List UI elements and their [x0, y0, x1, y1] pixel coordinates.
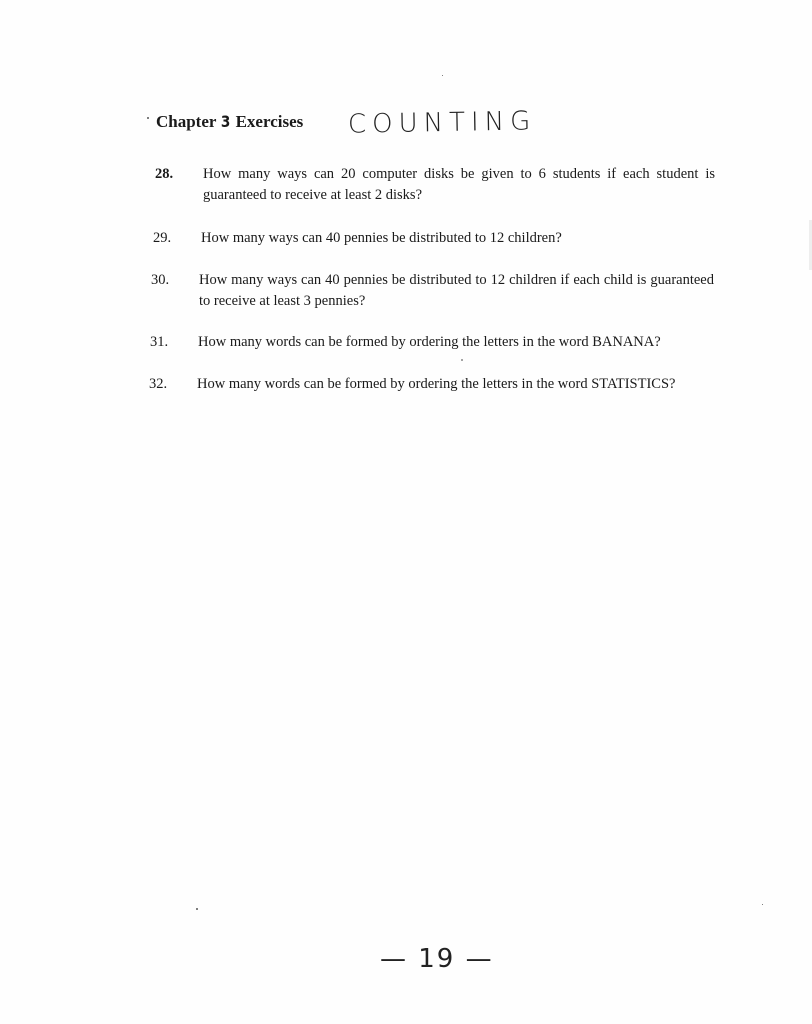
- scan-speck: [762, 904, 763, 905]
- exercise-item: [155, 164, 715, 206]
- exercise-text: How many ways can 20 computer disks be given to 6 students if each student is guaranteed to receive at least 2 disks?: [203, 166, 715, 203]
- exercise-number: 30.: [151, 272, 170, 288]
- exercise-number: 28.: [155, 166, 174, 182]
- exercise-number: 29.: [153, 230, 172, 246]
- chapter-label: Chapter: [156, 112, 217, 131]
- exercise-item: [153, 228, 713, 249]
- scan-speck: [147, 117, 149, 119]
- exercise-text: How many words can be formed by ordering the letters in the word STATISTICS?: [197, 376, 676, 392]
- exercise-number: 31.: [150, 334, 169, 350]
- exercise-text: How many ways can 40 pennies be distributed to 12 children if each child is guaranteed to receive at least 3 pennies?: [199, 272, 714, 309]
- scan-speck: [196, 908, 198, 910]
- footer-dash-right: —: [465, 944, 494, 974]
- exercise-text: How many words can be formed by ordering the letters in the word BANANA?: [198, 334, 661, 350]
- footer-dash-left: —: [380, 944, 408, 974]
- page-number: 19: [418, 944, 456, 974]
- chapter-header: [156, 112, 303, 132]
- exercise-item: [151, 270, 714, 312]
- handwritten-topic: COUNTING: [347, 106, 537, 140]
- exercise-item: [150, 332, 710, 353]
- chapter-number: 3: [221, 112, 231, 131]
- scan-speck: [461, 359, 463, 361]
- page-footer: [380, 944, 494, 974]
- exercise-number: 32.: [149, 376, 168, 392]
- scan-speck: [442, 75, 443, 76]
- exercise-text: How many ways can 40 pennies be distributed to 12 children?: [201, 230, 562, 246]
- exercise-item: [149, 374, 709, 395]
- exercises-label: Exercises: [235, 112, 304, 131]
